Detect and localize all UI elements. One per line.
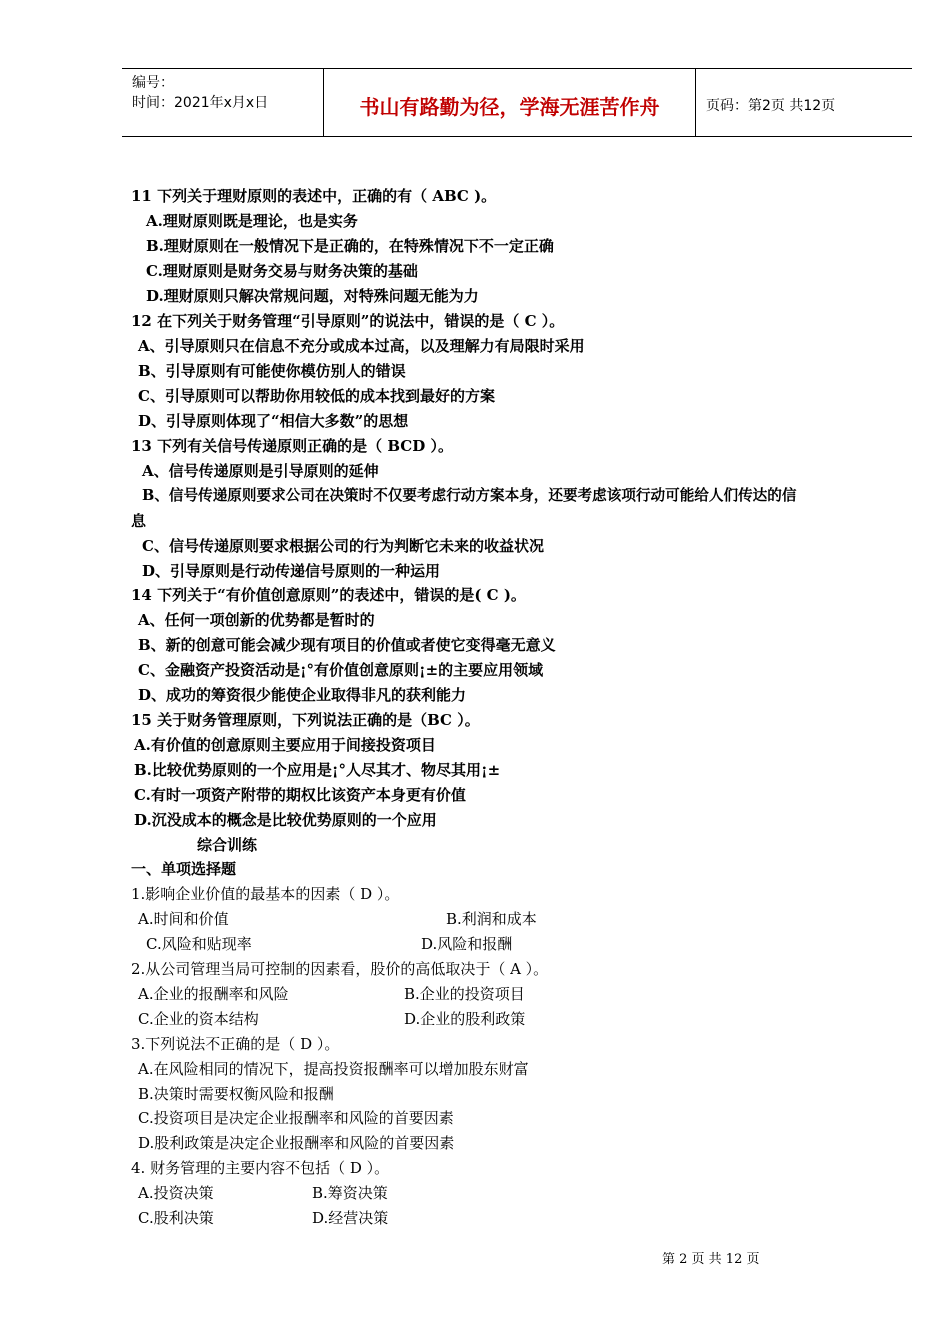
option-line: A.有价值的创意原则主要应用于间接投资项目: [134, 736, 436, 754]
option-line: D.沉没成本的概念是比较优势原则的一个应用: [134, 811, 437, 829]
option-line: B.比较优势原则的一个应用是¡°人尽其才、物尽其用¡±: [134, 761, 501, 779]
option-line: B.筹资决策: [312, 1184, 388, 1202]
option-line: A、引导原则只在信息不充分或成本过高，以及理解力有局限时采用: [138, 337, 585, 355]
section-title: 综合训练: [197, 836, 258, 854]
option-line: A.投资决策: [138, 1184, 214, 1202]
option-line: D.理财原则只解决常规问题，对特殊问题无能为力: [146, 287, 479, 305]
option-line: B.企业的投资项目: [404, 985, 525, 1003]
header-meta-cell: [122, 69, 324, 136]
option-line: C.有时一项资产附带的期权比该资产本身更有价值: [134, 786, 466, 804]
option-line: B.利润和成本: [446, 910, 537, 928]
question-4: 4. 财务管理的主要内容不包括（ D ）。: [131, 1159, 390, 1177]
option-line: D.股利政策是决定企业报酬率和风险的首要因素: [138, 1134, 455, 1152]
option-line: A.企业的报酬率和风险: [138, 985, 289, 1003]
option-line: C、信号传递原则要求根据公司的行为判断它未来的收益状况: [142, 537, 544, 555]
option-line: B、信号传递原则要求公司在决策时不仅要考虑行动方案本身，还要考虑该项行动可能给人们传达的信: [142, 487, 797, 504]
option-line: D、引导原则体现了“相信大多数”的思想: [138, 412, 409, 430]
header-motto-cell: [324, 69, 696, 136]
page-header: [122, 68, 912, 137]
option-line: A.时间和价值: [138, 910, 229, 928]
question-13: 13 下列有关信号传递原则正确的是（ BCD ）。: [131, 437, 453, 455]
question-15: 15 关于财务管理原则，下列说法正确的是（BC ）。: [131, 711, 480, 729]
option-line: B、引导原则有可能使你模仿别人的错误: [138, 362, 406, 380]
question-3: 3.下列说法不正确的是（ D ）。: [131, 1035, 340, 1053]
option-line: C.股利决策: [138, 1209, 214, 1227]
option-line: A、任何一项创新的优势都是暂时的: [138, 611, 375, 629]
option-line: B.理财原则在一般情况下是正确的，在特殊情况下不一定正确: [146, 237, 554, 255]
option-line: C.理财原则是财务交易与财务决策的基础: [146, 262, 418, 280]
question-2: 2.从公司管理当局可控制的因素看，股价的高低取决于（ A ）。: [131, 960, 549, 978]
question-14: 14 下列关于“有价值创意原则”的表述中，错误的是( C )。: [131, 586, 526, 604]
page-info: 页码：第2页 共12页: [706, 98, 836, 114]
option-line: A、信号传递原则是引导原则的延伸: [142, 462, 379, 480]
option-line: C.风险和贴现率: [146, 935, 252, 953]
option-line: D、引导原则是行动传递信号原则的一种运用: [142, 562, 441, 580]
option-line: A.理财原则既是理论，也是实务: [146, 212, 358, 230]
page-footer: 第 2 页 共 12 页: [662, 1252, 760, 1267]
option-line: C、引导原则可以帮助你用较低的成本找到最好的方案: [138, 387, 495, 405]
question-11: 11 下列关于理财原则的表述中，正确的有（ ABC )。: [131, 187, 497, 205]
option-line: C、金融资产投资活动是¡°有价值创意原则¡±的主要应用领域: [138, 661, 544, 679]
option-line: B、新的创意可能会减少现有项目的价值或者使它变得毫无意义: [138, 636, 556, 654]
option-line: D.经营决策: [312, 1209, 389, 1227]
motto: 书山有路勤为径，学海无涯苦作舟: [359, 95, 660, 119]
time-label: 时间：2021年x月x日: [132, 95, 269, 111]
option-line: D.企业的股利政策: [404, 1010, 526, 1028]
option-line: D、成功的筹资很少能使企业取得非凡的获利能力: [138, 686, 467, 704]
header-page-cell: [696, 69, 912, 136]
option-line-continued: 息: [131, 512, 147, 530]
option-line: B.决策时需要权衡风险和报酬: [138, 1085, 334, 1103]
section-subtitle: 一、单项选择题: [131, 860, 237, 878]
question-12: 12 在下列关于财务管理“引导原则”的说法中，错误的是（ C ）。: [131, 312, 565, 330]
serial-label: 编号：: [132, 75, 174, 91]
option-line: C.投资项目是决定企业报酬率和风险的首要因素: [138, 1109, 454, 1127]
option-line: C.企业的资本结构: [138, 1010, 259, 1028]
option-line: D.风险和报酬: [421, 935, 513, 953]
question-1: 1.影响企业价值的最基本的因素（ D ）。: [131, 885, 400, 903]
option-line: A.在风险相同的情况下，提高投资报酬率可以增加股东财富: [138, 1060, 529, 1078]
